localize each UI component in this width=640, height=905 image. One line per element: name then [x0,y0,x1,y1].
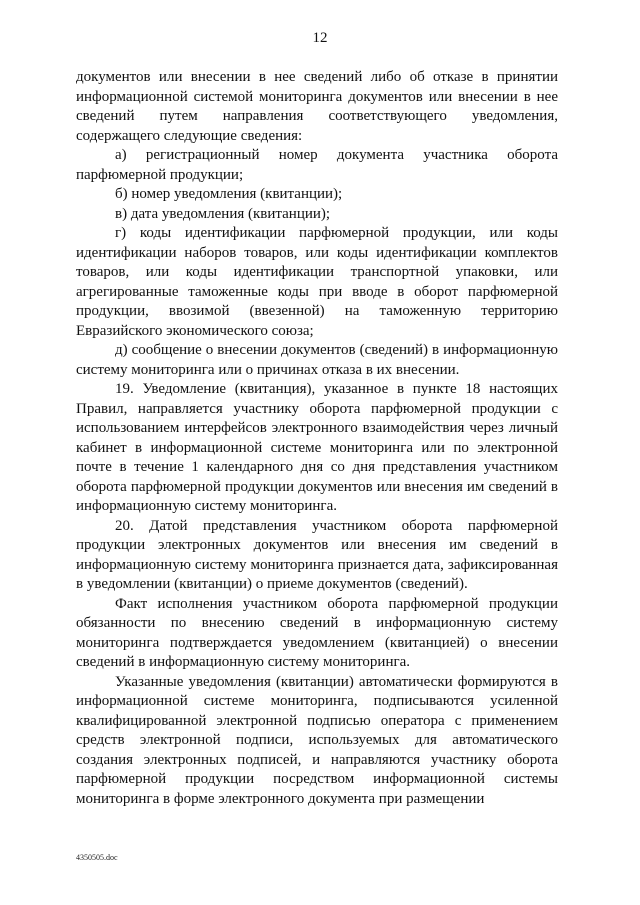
paragraph-notifications: Указанные уведомления (квитанции) автоматически формируются в информационной системе мониторинга, подписываются усиленной квалифицированной электронной подписью оператора с применением средств электронной подписи, используемых для автоматического создания электронных подписей, и направляются участнику оборота парфюмерной продукции посредством информационной системы мониторинга в форме электронного документа при размещении [76,673,558,807]
document-body [76,68,558,809]
list-item-v: в) дата уведомления (квитанции); [115,205,331,222]
clause-20: 20. Датой представления участником оборота парфюмерной продукции электронных документов или внесения им сведений в информационную систему мониторинга признается дата, зафиксированная в уведомлении (квитанции) о приеме документов (сведений). [76,517,558,592]
page-number: 12 [312,30,328,46]
list-item-g: г) коды идентификации парфюмерной продукции, или коды идентификации наборов товаров, или коды идентификации комплектов товаров, или коды идентификации транспортной упаковки, или агрегированные таможенные коды при вводе в оборот парфюмерной продукции, ввозимой (ввезенной) на таможенную территорию Евразийского экономического союза; [76,225,558,339]
document-file-code: 4350505.doc [76,853,118,862]
list-item-b: б) номер уведомления (квитанции); [115,186,343,202]
list-item-a: а) регистрационный номер документа участника оборота парфюмерной продукции; [76,147,558,183]
list-item-d: д) сообщение о внесении документов (сведений) в информационную систему мониторинга или о причинах отказа в их внесении. [76,342,558,378]
paragraph-fact: Факт исполнения участником оборота парфюмерной продукции обязанности по внесению сведений в информационную систему мониторинга подтверждается уведомлением (квитанцией) о внесении сведений в информационную систему мониторинга. [76,595,558,670]
paragraph-continuation: документов или внесении в нее сведений либо об отказе в принятии информационной системой мониторинга документов или внесении в нее сведений путем направления соответствующего уведомления, содержащего следующие сведения: [76,69,558,144]
clause-19: 19. Уведомление (квитанция), указанное в пункте 18 настоящих Правил, направляется участнику оборота парфюмерной продукции с использованием интерфейсов электронного взаимодействия через личный кабинет в информационной системе мониторинга или по электронной почте в течение 1 календарного дня со дня представления участником оборота парфюмерной продукции документов или внесения им сведений в информационную систему мониторинга. [76,381,558,514]
